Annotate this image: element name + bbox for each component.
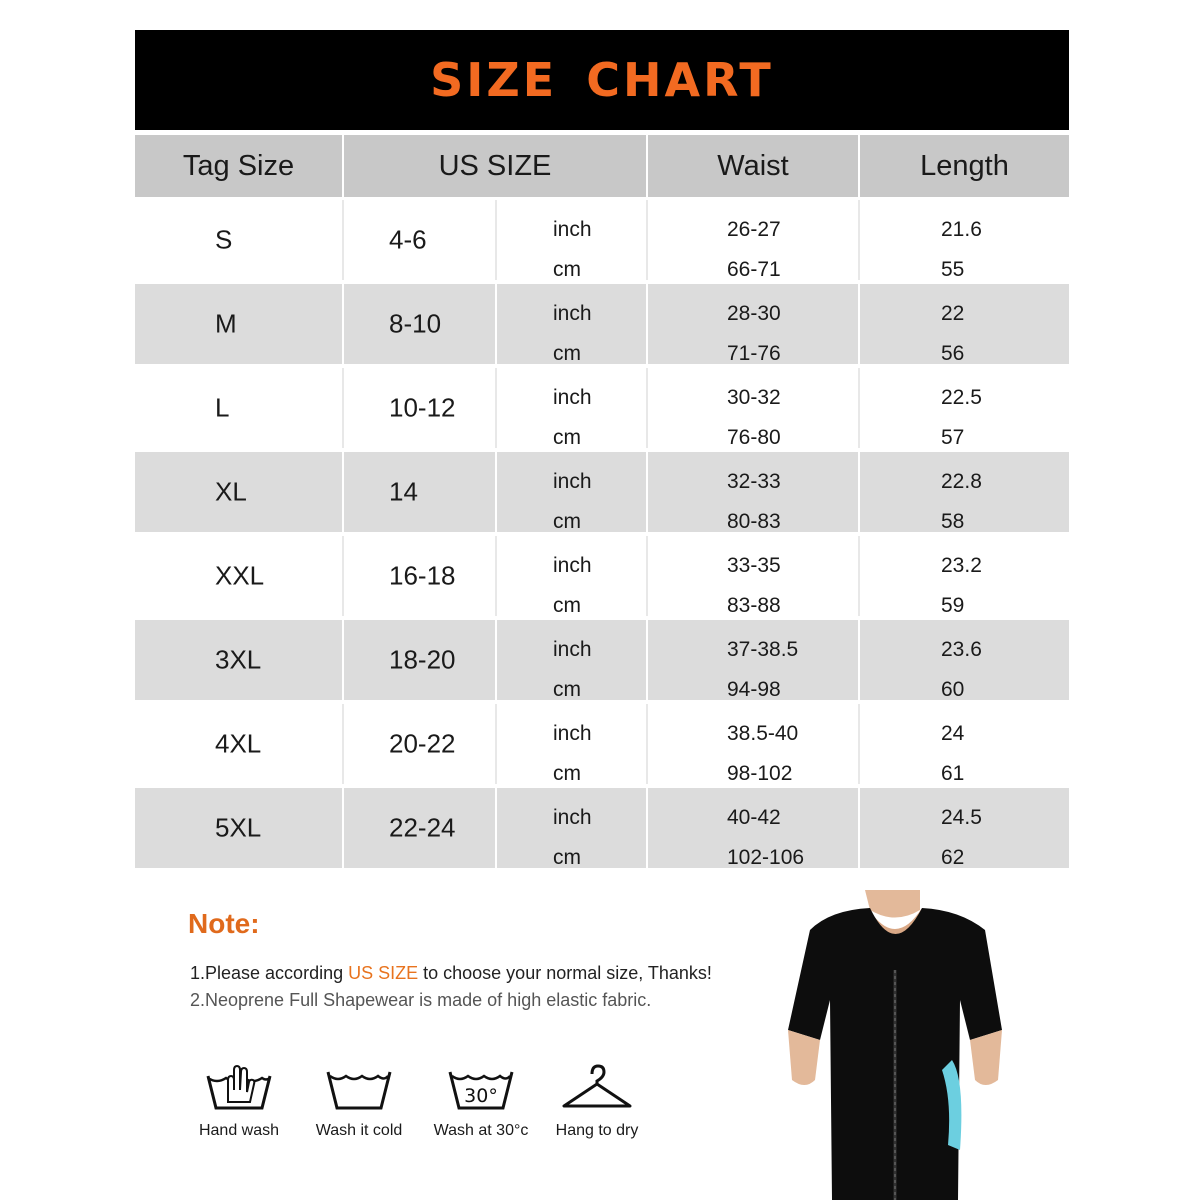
length-cell <box>860 536 1069 616</box>
us-size-cell <box>344 368 497 448</box>
waist-inch-value: 38.5-40 <box>727 722 799 745</box>
unit-cm: cm <box>553 846 581 869</box>
length-inch-value: 22 <box>941 302 965 325</box>
care-wash-cold <box>304 1062 414 1140</box>
length-inch-value: 24 <box>941 722 965 745</box>
hand-wash-icon <box>204 1062 274 1114</box>
waist-cell <box>648 200 860 280</box>
care-label-wash-30: Wash at 30°c <box>433 1122 529 1139</box>
waist-cm-value: 98-102 <box>727 762 793 785</box>
waist-cm-value: 66-71 <box>727 258 781 281</box>
table-header-row <box>135 135 1069 197</box>
unit-cm: cm <box>553 342 581 365</box>
unit-cell <box>497 788 648 868</box>
waist-cm-value: 80-83 <box>727 510 781 533</box>
banner-title: SIZE CHART <box>430 53 774 107</box>
care-hang-dry <box>542 1062 652 1140</box>
unit-inch: inch <box>553 554 592 577</box>
us-size-value: 14 <box>389 476 418 507</box>
waist-inch-value: 26-27 <box>727 218 781 241</box>
us-size-value: 20-22 <box>389 728 456 759</box>
unit-cm: cm <box>553 510 581 533</box>
waist-cell <box>648 368 860 448</box>
unit-cm: cm <box>553 678 581 701</box>
care-label-hang-dry: Hang to dry <box>555 1122 639 1139</box>
length-cell <box>860 788 1069 868</box>
note-title: Note: <box>188 908 260 939</box>
note-line-1 <box>190 963 712 984</box>
length-cm-value: 58 <box>941 510 965 533</box>
waist-inch-value: 32-33 <box>727 470 781 493</box>
unit-cm: cm <box>553 594 581 617</box>
tag-size-value: S <box>215 224 233 255</box>
note-us-size-highlight: US SIZE <box>348 963 419 983</box>
us-size-cell <box>344 536 497 616</box>
table-row <box>135 200 1069 280</box>
size-chart-table <box>135 135 1069 872</box>
table-row <box>135 704 1069 784</box>
waist-cm-value: 83-88 <box>727 594 781 617</box>
length-cell <box>860 368 1069 448</box>
waist-inch-value: 37-38.5 <box>727 638 799 661</box>
waist-cell <box>648 284 860 364</box>
tag-size-cell <box>135 536 344 616</box>
waist-inch-value: 40-42 <box>727 806 781 829</box>
waist-cm-value: 94-98 <box>727 678 781 701</box>
wash-cold-icon <box>324 1062 394 1114</box>
waist-inch-value: 33-35 <box>727 554 781 577</box>
tag-size-cell <box>135 368 344 448</box>
us-size-value: 8-10 <box>389 308 442 339</box>
unit-inch: inch <box>553 218 592 241</box>
header-tag-size: Tag Size <box>135 135 344 197</box>
length-inch-value: 24.5 <box>941 806 982 829</box>
unit-cell <box>497 620 648 700</box>
length-cell <box>860 620 1069 700</box>
length-cell <box>860 284 1069 364</box>
us-size-cell <box>344 200 497 280</box>
tag-size-value: 4XL <box>215 728 262 759</box>
table-row <box>135 368 1069 448</box>
tag-size-value: M <box>215 308 237 339</box>
length-inch-value: 21.6 <box>941 218 982 241</box>
waist-cell <box>648 704 860 784</box>
length-inch-value: 23.6 <box>941 638 982 661</box>
unit-cell <box>497 200 648 280</box>
note-line-1-prefix: 1.Please according <box>190 963 349 983</box>
us-size-cell <box>344 788 497 868</box>
care-wash-30 <box>426 1062 536 1140</box>
table-body <box>135 200 1069 868</box>
length-cm-value: 56 <box>941 342 965 365</box>
unit-inch: inch <box>553 302 592 325</box>
waist-inch-value: 28-30 <box>727 302 781 325</box>
unit-inch: inch <box>553 386 592 409</box>
tag-size-cell <box>135 284 344 364</box>
size-chart-banner <box>135 30 1069 130</box>
waist-cell <box>648 788 860 868</box>
tag-size-cell <box>135 704 344 784</box>
length-inch-value: 22.5 <box>941 386 982 409</box>
model-shapewear-illustration <box>770 890 1020 1200</box>
length-cm-value: 59 <box>941 594 965 617</box>
table-row <box>135 284 1069 364</box>
length-cell <box>860 452 1069 532</box>
header-waist: Waist <box>648 135 860 197</box>
unit-cell <box>497 368 648 448</box>
header-length: Length <box>920 149 1009 182</box>
note-line-1-suffix: to choose your normal size, Thanks! <box>418 963 712 983</box>
waist-cell <box>648 620 860 700</box>
waist-cell <box>648 452 860 532</box>
tag-size-cell <box>135 788 344 868</box>
length-inch-value: 23.2 <box>941 554 982 577</box>
us-size-value: 16-18 <box>389 560 456 591</box>
unit-cell <box>497 536 648 616</box>
unit-cell <box>497 452 648 532</box>
us-size-value: 4-6 <box>389 224 427 255</box>
table-row <box>135 536 1069 616</box>
care-label-wash-cold: Wash it cold <box>315 1122 403 1139</box>
length-cm-value: 62 <box>941 846 965 869</box>
care-hand-wash <box>184 1062 294 1140</box>
waist-cell <box>648 536 860 616</box>
tag-size-cell <box>135 452 344 532</box>
us-size-value: 18-20 <box>389 644 456 675</box>
unit-inch: inch <box>553 470 592 493</box>
waist-cm-value: 76-80 <box>727 426 781 449</box>
tag-size-value: 5XL <box>215 812 262 843</box>
us-size-cell <box>344 452 497 532</box>
unit-cm: cm <box>553 762 581 785</box>
tag-size-value: XXL <box>215 560 265 591</box>
length-inch-value: 22.8 <box>941 470 982 493</box>
unit-cell <box>497 284 648 364</box>
us-size-value: 10-12 <box>389 392 456 423</box>
unit-inch: inch <box>553 722 592 745</box>
waist-cm-value: 71-76 <box>727 342 781 365</box>
header-us-size: US SIZE <box>344 135 648 197</box>
length-cm-value: 60 <box>941 678 965 701</box>
us-size-cell <box>344 284 497 364</box>
length-cell <box>860 704 1069 784</box>
tag-size-value: L <box>215 392 230 423</box>
care-label-hand-wash: Hand wash <box>198 1122 280 1139</box>
length-cm-value: 57 <box>941 426 965 449</box>
tag-size-cell <box>135 200 344 280</box>
tag-size-value: XL <box>215 476 247 507</box>
unit-cm: cm <box>553 258 581 281</box>
wash-30-icon <box>446 1062 516 1114</box>
table-row <box>135 452 1069 532</box>
unit-inch: inch <box>553 806 592 829</box>
unit-inch: inch <box>553 638 592 661</box>
length-cm-value: 55 <box>941 258 965 281</box>
tag-size-value: 3XL <box>215 644 262 675</box>
table-row <box>135 620 1069 700</box>
us-size-value: 22-24 <box>389 812 456 843</box>
tag-size-cell <box>135 620 344 700</box>
unit-cm: cm <box>553 426 581 449</box>
table-row <box>135 788 1069 868</box>
us-size-cell <box>344 704 497 784</box>
unit-cell <box>497 704 648 784</box>
waist-cm-value: 102-106 <box>727 846 805 869</box>
hang-dry-icon <box>560 1062 634 1114</box>
length-cm-value: 61 <box>941 762 965 785</box>
svg-text:30°: 30° <box>464 1085 498 1107</box>
note-line-2: 2.Neoprene Full Shapewear is made of high elastic fabric. <box>190 990 652 1010</box>
waist-inch-value: 30-32 <box>727 386 781 409</box>
us-size-cell <box>344 620 497 700</box>
length-cell <box>860 200 1069 280</box>
